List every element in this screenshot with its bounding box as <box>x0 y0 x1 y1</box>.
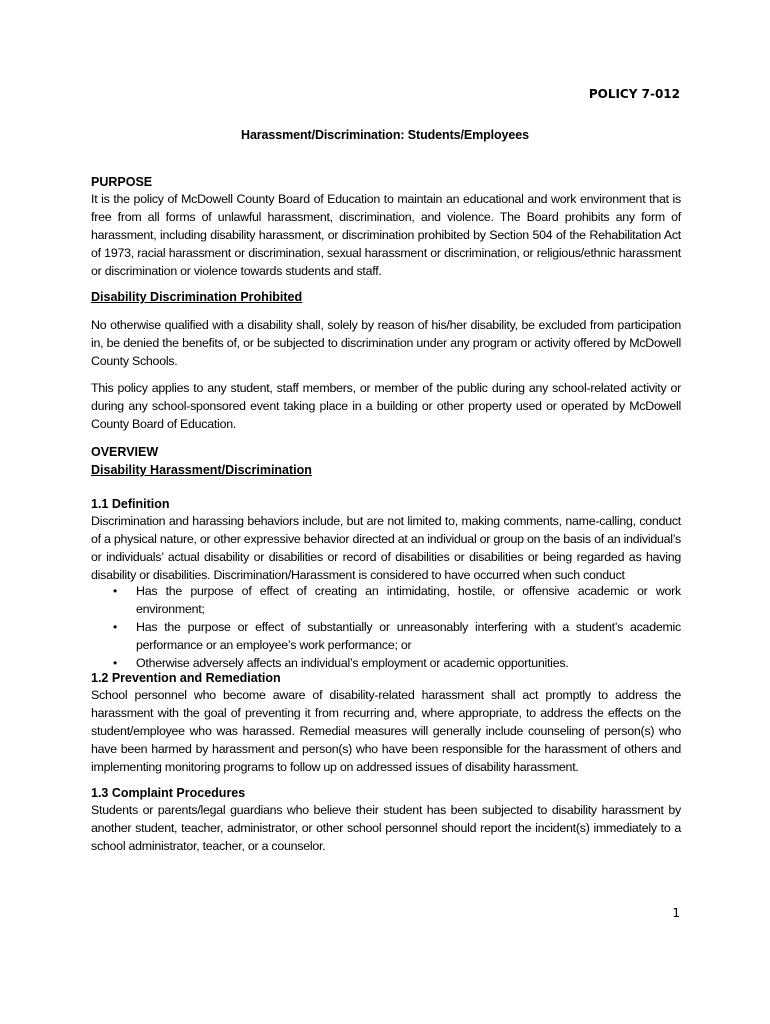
prevention-heading: 1.2 Prevention and Remediation <box>91 671 281 685</box>
purpose-heading: PURPOSE <box>91 175 153 189</box>
complaint-paragraph: Students or parents/legal guardians who believe their student has been subjected to disability harassment by another student, teacher, administrator, or other school personnel should report the incident(s) immediately to a school administrator, teacher, or a counselor. <box>91 803 681 853</box>
definition-paragraph: Discrimination and harassing behaviors include, but are not limited to, making comments, name-calling, conduct of a physical nature, or other expressive behavior directed at an individual or group on the basis of an individual’s or individuals’ actual disability or disabilities or record of disabilities or disabilities or being regarded as having disability or disabilities. Discrimination/Harassment is considered to have occurred when such conduct <box>91 514 681 582</box>
complaint-heading: 1.3 Complaint Procedures <box>91 786 246 800</box>
list-item: • Otherwise adversely affects an individual’s employment or academic opportunities. <box>110 654 681 672</box>
document-title: Harassment/Discrimination: Students/Employees <box>241 128 529 142</box>
prevention-paragraph: School personnel who become aware of disability-related harassment shall act promptly to address the harassment with the goal of preventing it from recurring and, where appropriate, to address the effects on the student/employee who was harassed. Remedial measures will generally include counseling of person(s) who have been harmed by harassment and person(s) who have been responsible for the harassment of others and implementing monitoring programs to follow up on addressed issues of disability harassment. <box>91 688 681 774</box>
purpose-paragraph: It is the policy of McDowell County Board of Education to maintain an educational and work environment that is free from all forms of unlawful harassment, discrimination, and violence. The Board prohibits any form of harassment, including disability harassment, or discrimination prohibited by Section 504 of the Rehabilitation Act of 1973, racial harassment or discrimination, sexual harassment or discrimination, or religious/ethnic harassment or discrimination or violence towards students and staff. <box>91 192 681 278</box>
page-number: 1 <box>672 906 680 920</box>
policy-number: POLICY 7-012 <box>588 87 680 101</box>
definition-bullet-list <box>110 582 681 672</box>
list-item: • Has the purpose of effect of creating an intimidating, hostile, or offensive academic or work environment; <box>110 582 681 618</box>
disability-prohibited-paragraph-1: No otherwise qualified with a disability shall, solely by reason of his/her disability, be excluded from participation in, be denied the benefits of, or be subjected to discrimination under any program or activity offered by McDowell County Schools. <box>91 318 681 368</box>
disability-prohibited-paragraph-2: This policy applies to any student, staff members, or member of the public during any school-related activity or during any school-sponsored event taking place in a building or other property used or operated by McDowell County Board of Education. <box>91 381 681 431</box>
definition-heading: 1.1 Definition <box>91 497 170 511</box>
overview-subheading: Disability Harassment/Discrimination <box>91 463 312 477</box>
disability-prohibited-heading: Disability Discrimination Prohibited <box>91 290 303 304</box>
overview-heading: OVERVIEW <box>91 445 159 459</box>
list-item: • Has the purpose or effect of substantially or unreasonably interfering with a student’s academic performance or an employee’s work performance; or <box>110 618 681 654</box>
